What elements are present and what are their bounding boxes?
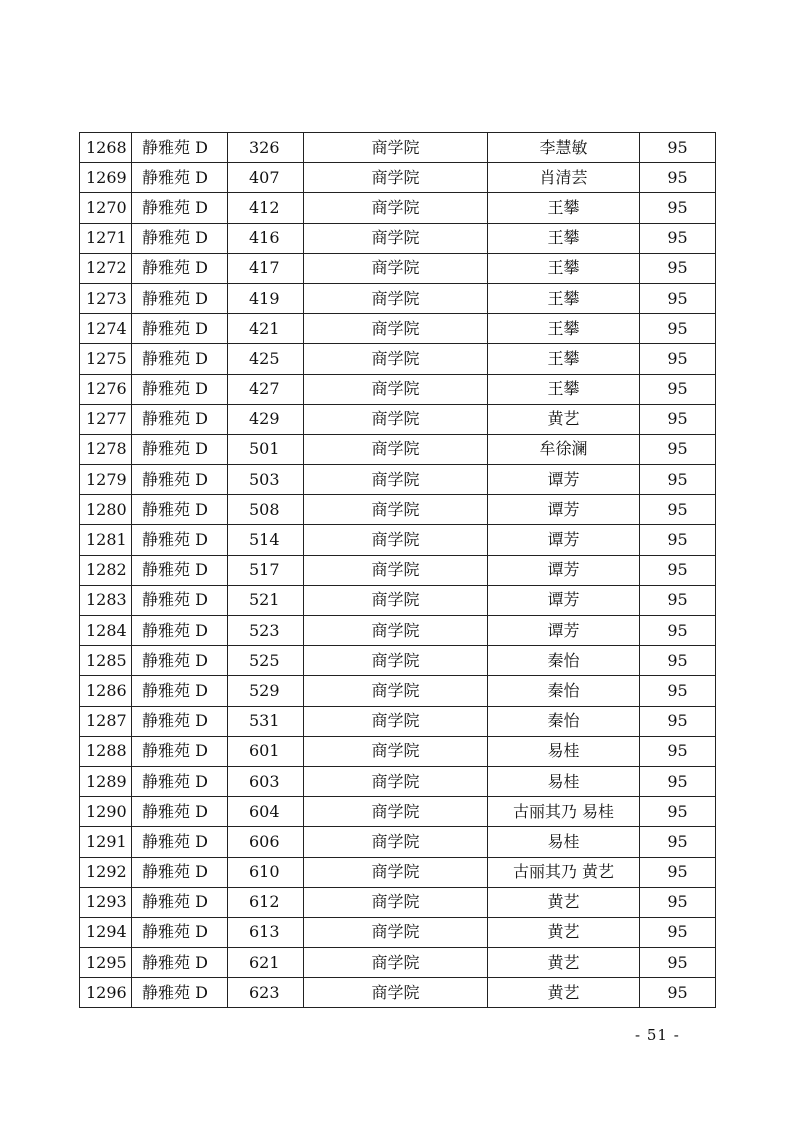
table-row	[80, 223, 716, 253]
room-number-cell: 623	[228, 978, 304, 1008]
score-cell: 95	[640, 465, 716, 495]
responsible-person-cell: 黄艺	[488, 978, 640, 1008]
table-row	[80, 857, 716, 887]
responsible-person-cell: 王攀	[488, 344, 640, 374]
building-cell: 静雅苑 D	[132, 766, 228, 796]
table-row	[80, 283, 716, 313]
room-number-cell: 421	[228, 314, 304, 344]
score-cell: 95	[640, 706, 716, 736]
score-cell: 95	[640, 585, 716, 615]
page-number: - 51 -	[635, 1026, 680, 1044]
score-cell: 95	[640, 555, 716, 585]
room-number-cell: 523	[228, 616, 304, 646]
building-cell: 静雅苑 D	[132, 736, 228, 766]
college-cell: 商学院	[304, 193, 488, 223]
building-cell: 静雅苑 D	[132, 465, 228, 495]
table-row	[80, 344, 716, 374]
table-row	[80, 404, 716, 434]
row-number-cell: 1295	[80, 948, 132, 978]
building-cell: 静雅苑 D	[132, 133, 228, 163]
score-cell: 95	[640, 616, 716, 646]
table-row	[80, 766, 716, 796]
table-body	[80, 133, 716, 1008]
row-number-cell: 1279	[80, 465, 132, 495]
room-number-cell: 612	[228, 887, 304, 917]
room-number-cell: 419	[228, 283, 304, 313]
table-row	[80, 827, 716, 857]
room-number-cell: 529	[228, 676, 304, 706]
table-row	[80, 314, 716, 344]
score-cell: 95	[640, 133, 716, 163]
score-cell: 95	[640, 404, 716, 434]
building-cell: 静雅苑 D	[132, 585, 228, 615]
table-row	[80, 706, 716, 736]
room-number-cell: 326	[228, 133, 304, 163]
building-cell: 静雅苑 D	[132, 887, 228, 917]
row-number-cell: 1271	[80, 223, 132, 253]
building-cell: 静雅苑 D	[132, 253, 228, 283]
row-number-cell: 1290	[80, 797, 132, 827]
row-number-cell: 1292	[80, 857, 132, 887]
responsible-person-cell: 易桂	[488, 827, 640, 857]
building-cell: 静雅苑 D	[132, 374, 228, 404]
score-cell: 95	[640, 857, 716, 887]
table-row	[80, 555, 716, 585]
room-number-cell: 613	[228, 917, 304, 947]
dormitory-score-table	[79, 132, 716, 1008]
table-row	[80, 434, 716, 464]
college-cell: 商学院	[304, 676, 488, 706]
room-number-cell: 501	[228, 434, 304, 464]
score-cell: 95	[640, 766, 716, 796]
college-cell: 商学院	[304, 978, 488, 1008]
row-number-cell: 1280	[80, 495, 132, 525]
room-number-cell: 621	[228, 948, 304, 978]
responsible-person-cell: 古丽其乃 易桂	[488, 797, 640, 827]
college-cell: 商学院	[304, 766, 488, 796]
row-number-cell: 1274	[80, 314, 132, 344]
room-number-cell: 601	[228, 736, 304, 766]
score-cell: 95	[640, 917, 716, 947]
score-cell: 95	[640, 283, 716, 313]
score-cell: 95	[640, 797, 716, 827]
score-cell: 95	[640, 163, 716, 193]
score-cell: 95	[640, 253, 716, 283]
room-number-cell: 531	[228, 706, 304, 736]
row-number-cell: 1270	[80, 193, 132, 223]
score-cell: 95	[640, 736, 716, 766]
table-row	[80, 163, 716, 193]
college-cell: 商学院	[304, 917, 488, 947]
responsible-person-cell: 秦怡	[488, 646, 640, 676]
score-cell: 95	[640, 434, 716, 464]
table-row	[80, 465, 716, 495]
score-cell: 95	[640, 948, 716, 978]
responsible-person-cell: 牟徐澜	[488, 434, 640, 464]
responsible-person-cell: 黄艺	[488, 887, 640, 917]
responsible-person-cell: 谭芳	[488, 465, 640, 495]
score-cell: 95	[640, 223, 716, 253]
row-number-cell: 1285	[80, 646, 132, 676]
table-row	[80, 193, 716, 223]
table-row	[80, 797, 716, 827]
room-number-cell: 503	[228, 465, 304, 495]
room-number-cell: 407	[228, 163, 304, 193]
row-number-cell: 1287	[80, 706, 132, 736]
score-cell: 95	[640, 887, 716, 917]
responsible-person-cell: 王攀	[488, 223, 640, 253]
responsible-person-cell: 王攀	[488, 314, 640, 344]
table-row	[80, 525, 716, 555]
responsible-person-cell: 黄艺	[488, 404, 640, 434]
responsible-person-cell: 易桂	[488, 766, 640, 796]
row-number-cell: 1284	[80, 616, 132, 646]
table-row	[80, 133, 716, 163]
college-cell: 商学院	[304, 555, 488, 585]
college-cell: 商学院	[304, 404, 488, 434]
score-cell: 95	[640, 827, 716, 857]
room-number-cell: 427	[228, 374, 304, 404]
row-number-cell: 1288	[80, 736, 132, 766]
score-cell: 95	[640, 314, 716, 344]
table-row	[80, 253, 716, 283]
college-cell: 商学院	[304, 585, 488, 615]
building-cell: 静雅苑 D	[132, 948, 228, 978]
college-cell: 商学院	[304, 223, 488, 253]
table-row	[80, 616, 716, 646]
score-cell: 95	[640, 374, 716, 404]
responsible-person-cell: 谭芳	[488, 495, 640, 525]
college-cell: 商学院	[304, 344, 488, 374]
building-cell: 静雅苑 D	[132, 193, 228, 223]
responsible-person-cell: 古丽其乃 黄艺	[488, 857, 640, 887]
row-number-cell: 1278	[80, 434, 132, 464]
row-number-cell: 1296	[80, 978, 132, 1008]
college-cell: 商学院	[304, 525, 488, 555]
college-cell: 商学院	[304, 283, 488, 313]
college-cell: 商学院	[304, 948, 488, 978]
score-cell: 95	[640, 193, 716, 223]
table-row	[80, 676, 716, 706]
college-cell: 商学院	[304, 253, 488, 283]
building-cell: 静雅苑 D	[132, 676, 228, 706]
room-number-cell: 606	[228, 827, 304, 857]
responsible-person-cell: 谭芳	[488, 525, 640, 555]
college-cell: 商学院	[304, 133, 488, 163]
college-cell: 商学院	[304, 706, 488, 736]
responsible-person-cell: 王攀	[488, 193, 640, 223]
building-cell: 静雅苑 D	[132, 917, 228, 947]
building-cell: 静雅苑 D	[132, 314, 228, 344]
room-number-cell: 417	[228, 253, 304, 283]
college-cell: 商学院	[304, 434, 488, 464]
row-number-cell: 1272	[80, 253, 132, 283]
row-number-cell: 1275	[80, 344, 132, 374]
college-cell: 商学院	[304, 465, 488, 495]
college-cell: 商学院	[304, 163, 488, 193]
score-cell: 95	[640, 676, 716, 706]
responsible-person-cell: 黄艺	[488, 948, 640, 978]
row-number-cell: 1276	[80, 374, 132, 404]
score-cell: 95	[640, 495, 716, 525]
room-number-cell: 525	[228, 646, 304, 676]
responsible-person-cell: 王攀	[488, 253, 640, 283]
building-cell: 静雅苑 D	[132, 223, 228, 253]
building-cell: 静雅苑 D	[132, 163, 228, 193]
room-number-cell: 416	[228, 223, 304, 253]
building-cell: 静雅苑 D	[132, 616, 228, 646]
responsible-person-cell: 黄艺	[488, 917, 640, 947]
room-number-cell: 610	[228, 857, 304, 887]
row-number-cell: 1291	[80, 827, 132, 857]
building-cell: 静雅苑 D	[132, 283, 228, 313]
responsible-person-cell: 谭芳	[488, 616, 640, 646]
room-number-cell: 517	[228, 555, 304, 585]
room-number-cell: 412	[228, 193, 304, 223]
college-cell: 商学院	[304, 374, 488, 404]
responsible-person-cell: 肖清芸	[488, 163, 640, 193]
building-cell: 静雅苑 D	[132, 344, 228, 374]
room-number-cell: 514	[228, 525, 304, 555]
room-number-cell: 429	[228, 404, 304, 434]
row-number-cell: 1282	[80, 555, 132, 585]
row-number-cell: 1286	[80, 676, 132, 706]
college-cell: 商学院	[304, 797, 488, 827]
room-number-cell: 603	[228, 766, 304, 796]
score-cell: 95	[640, 525, 716, 555]
table-row	[80, 948, 716, 978]
table-row	[80, 585, 716, 615]
building-cell: 静雅苑 D	[132, 857, 228, 887]
table-row	[80, 917, 716, 947]
row-number-cell: 1277	[80, 404, 132, 434]
responsible-person-cell: 李慧敏	[488, 133, 640, 163]
score-cell: 95	[640, 646, 716, 676]
row-number-cell: 1273	[80, 283, 132, 313]
responsible-person-cell: 王攀	[488, 283, 640, 313]
row-number-cell: 1289	[80, 766, 132, 796]
score-cell: 95	[640, 344, 716, 374]
row-number-cell: 1269	[80, 163, 132, 193]
responsible-person-cell: 王攀	[488, 374, 640, 404]
college-cell: 商学院	[304, 827, 488, 857]
table-row	[80, 495, 716, 525]
building-cell: 静雅苑 D	[132, 495, 228, 525]
responsible-person-cell: 谭芳	[488, 585, 640, 615]
college-cell: 商学院	[304, 646, 488, 676]
building-cell: 静雅苑 D	[132, 404, 228, 434]
college-cell: 商学院	[304, 857, 488, 887]
college-cell: 商学院	[304, 616, 488, 646]
table-row	[80, 374, 716, 404]
row-number-cell: 1268	[80, 133, 132, 163]
table-row	[80, 736, 716, 766]
college-cell: 商学院	[304, 314, 488, 344]
building-cell: 静雅苑 D	[132, 827, 228, 857]
responsible-person-cell: 秦怡	[488, 706, 640, 736]
building-cell: 静雅苑 D	[132, 434, 228, 464]
room-number-cell: 508	[228, 495, 304, 525]
building-cell: 静雅苑 D	[132, 706, 228, 736]
building-cell: 静雅苑 D	[132, 646, 228, 676]
table-row	[80, 887, 716, 917]
college-cell: 商学院	[304, 495, 488, 525]
building-cell: 静雅苑 D	[132, 525, 228, 555]
responsible-person-cell: 秦怡	[488, 676, 640, 706]
college-cell: 商学院	[304, 887, 488, 917]
building-cell: 静雅苑 D	[132, 978, 228, 1008]
building-cell: 静雅苑 D	[132, 555, 228, 585]
score-cell: 95	[640, 978, 716, 1008]
building-cell: 静雅苑 D	[132, 797, 228, 827]
row-number-cell: 1283	[80, 585, 132, 615]
row-number-cell: 1294	[80, 917, 132, 947]
table-row	[80, 646, 716, 676]
room-number-cell: 604	[228, 797, 304, 827]
table-row	[80, 978, 716, 1008]
row-number-cell: 1293	[80, 887, 132, 917]
college-cell: 商学院	[304, 736, 488, 766]
room-number-cell: 521	[228, 585, 304, 615]
responsible-person-cell: 谭芳	[488, 555, 640, 585]
row-number-cell: 1281	[80, 525, 132, 555]
responsible-person-cell: 易桂	[488, 736, 640, 766]
room-number-cell: 425	[228, 344, 304, 374]
